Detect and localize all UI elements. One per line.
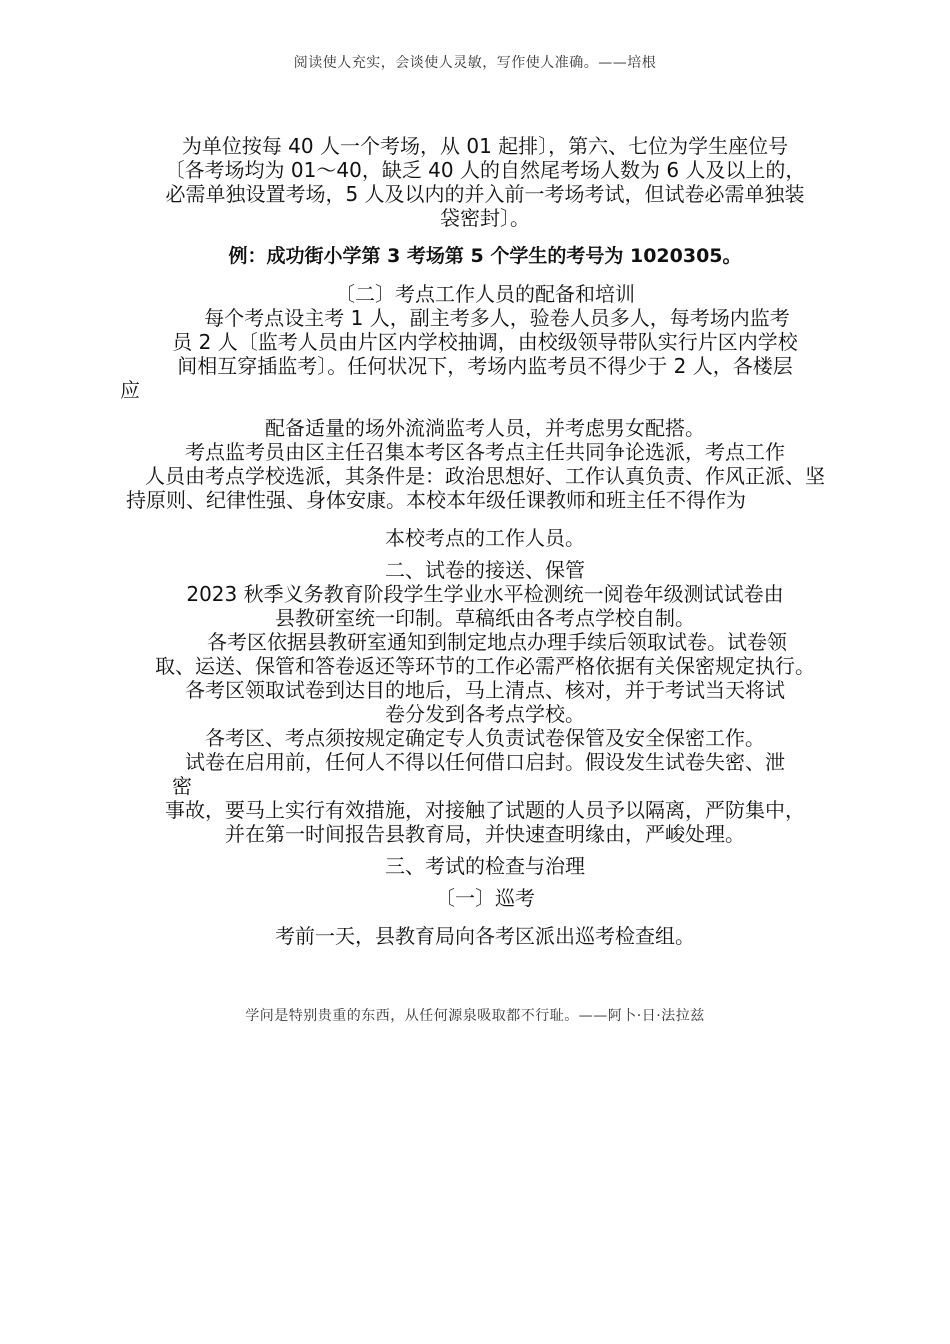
section-heading: 〔一〕巡考	[435, 886, 535, 910]
paragraph-line: 本校考点的工作人员。	[385, 526, 585, 550]
paragraph-line: 卷分发到各考点学校。	[385, 702, 585, 726]
document-body	[120, 134, 850, 948]
paragraph-line: 为单位按每 40 人一个考场，从 01 起排〕，第六、七位为学生座位号	[181, 134, 789, 158]
paragraph-line: 考前一天，县教育局向各考区派出巡考检查组。	[275, 924, 695, 948]
paragraph-line: 员 2 人〔监考人员由片区内学校抽调，由校级领导带队实行片区内学校	[172, 330, 798, 354]
example-line: 例：成功街小学第 3 考场第 5 个学生的考号为 1020305。	[228, 245, 742, 267]
part-heading: 二、试卷的接送、保管	[385, 558, 585, 582]
paragraph-line: 试卷在启用前，任何人不得以任何借口启封。假设发生试卷失密、泄	[185, 750, 785, 774]
paragraph-line: 考点监考员由区主任召集本考区各考点主任共同争论选派，考点工作	[185, 440, 785, 464]
section-heading: 〔二〕考点工作人员的配备和培训	[335, 282, 635, 306]
paragraph-line: 每个考点设主考 1 人，副主考多人，验卷人员多人，每考场内监考	[204, 306, 790, 330]
part-heading: 三、考试的检查与治理	[385, 854, 585, 878]
paragraph-line: 各考区、考点须按规定确定专人负责试卷保管及安全保密工作。	[205, 726, 765, 750]
page-header-quote: 阅读使人充实，会谈使人灵敏，写作使人准确。——培根	[293, 55, 657, 71]
paragraph-line: 应	[120, 378, 140, 402]
paragraph-line: 并在第一时间报告县教育局，并快速查明缘由，严峻处理。	[225, 822, 745, 846]
page-footer-quote: 学问是特别贵重的东西，从任何源泉吸取都不行耻。——阿卜·日·法拉兹	[245, 1008, 705, 1024]
paragraph-line: 取、运送、保管和答卷返还等环节的工作必需严格依据有关保密规定执行。	[155, 654, 815, 678]
paragraph-line: 事故，要马上实行有效措施，对接触了试题的人员予以隔离，严防集中，	[165, 798, 805, 822]
paragraph-line: 县教研室统一印制。草稿纸由各考点学校自制。	[275, 606, 695, 630]
paragraph-line: 袋密封〕。	[440, 206, 530, 230]
paragraph-line: 持原则、纪律性强、身体安康。本校本年级任课教师和班主任不得作为	[126, 488, 746, 512]
paragraph-line: 密	[172, 774, 192, 798]
paragraph-line: 间相互穿插监考〕。任何状况下，考场内监考员不得少于 2 人，各楼层	[177, 354, 793, 378]
paragraph-line: 配备适量的场外流淌监考人员，并考虑男女配搭。	[265, 416, 705, 440]
paragraph-line: 〔各考场均为 01～40，缺乏 40 人的自然尾考场人数为 6 人及以上的，	[164, 158, 806, 182]
paragraph-line: 2023 秋季义务教育阶段学生学业水平检测统一阅卷年级测试试卷由	[186, 582, 784, 606]
paragraph-line: 各考区领取试卷到达目的地后，马上清点、核对，并于考试当天将试	[185, 678, 785, 702]
paragraph-line: 人员由考点学校选派，其条件是：政治思想好、工作认真负责、作风正派、坚	[145, 464, 825, 488]
paragraph-line: 各考区依据县教研室通知到制定地点办理手续后领取试卷。试卷领	[207, 630, 787, 654]
paragraph-line: 必需单独设置考场，5 人及以内的并入前一考场考试，但试卷必需单独装	[165, 182, 805, 206]
